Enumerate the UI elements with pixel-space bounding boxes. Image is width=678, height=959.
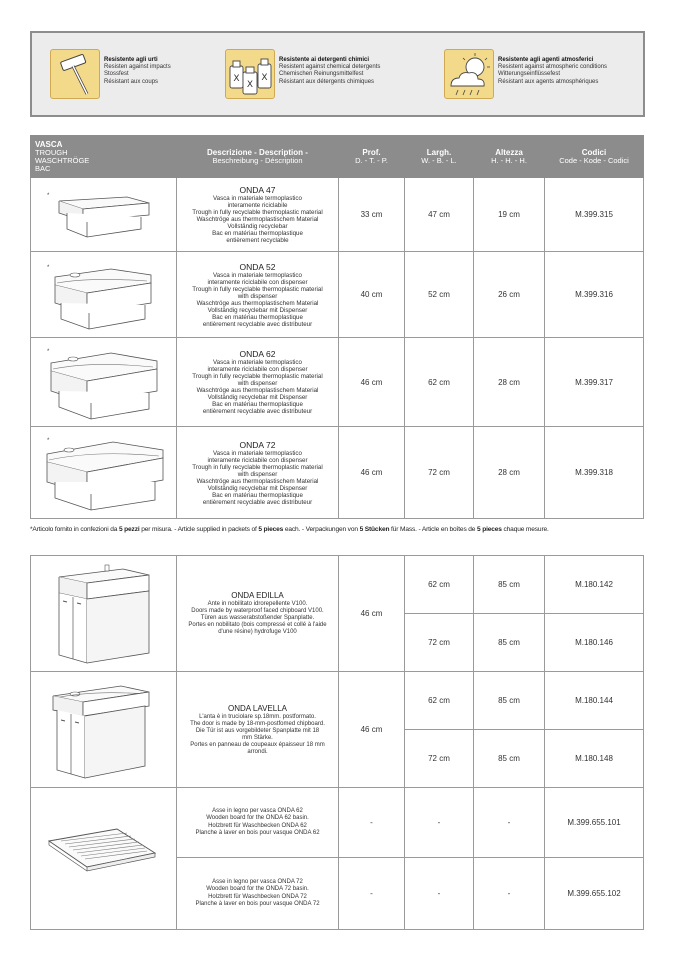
depth-value: -	[339, 858, 405, 930]
height-value: 28 cm	[474, 338, 545, 427]
product-code: M.399.315	[545, 178, 644, 252]
weather-icon	[444, 49, 494, 99]
product-description: ONDA 62 Vasca in materiale termoplastico interamente riciclabile con dispenser Trough in fully recyclable thermoplastic material with dispenser Waschtröge aus thermoplastischem Material Vollständig recyclebar mit Dispenser Bac en matériau thermoplastique entièrement recyclable avec distributeur	[177, 338, 339, 427]
table-row	[31, 556, 644, 614]
svg-text:*: *	[47, 348, 50, 355]
feature-title: Resistente agli urti	[104, 57, 158, 63]
header-product: VASCA TROUGH WASCHTRÖGE BAC	[31, 136, 177, 178]
height-value: 26 cm	[474, 252, 545, 338]
height-value: 85 cm	[474, 556, 545, 614]
product-name: ONDA 47	[239, 185, 276, 195]
depth-value: -	[339, 788, 405, 858]
width-value: 62 cm	[405, 556, 474, 614]
wooden-board-drawing	[31, 789, 177, 929]
height-value: 85 cm	[474, 672, 545, 730]
height-value: -	[474, 858, 545, 930]
table-row	[31, 788, 644, 858]
depth-value: 46 cm	[339, 672, 405, 788]
trough-drawing	[31, 339, 177, 426]
product-code: M.399.318	[545, 427, 644, 519]
product-code: M.180.148	[545, 730, 644, 788]
trough-table	[30, 135, 644, 519]
width-value: 52 cm	[405, 252, 474, 338]
svg-text:X: X	[261, 73, 268, 83]
table-row	[31, 178, 644, 252]
trough-drawing	[31, 179, 177, 251]
feature-line: Stossfest	[104, 71, 129, 78]
product-image	[31, 556, 177, 672]
trough-drawing	[31, 253, 177, 337]
depth-value: 46 cm	[339, 427, 405, 519]
header-height: Altezza H. - H. - H.	[474, 136, 545, 178]
product-description: ONDA 52 Vasca in materiale termoplastico interamente riciclabile con dispenser Trough in fully recyclable thermoplastic material with dispenser Waschtröge aus thermoplastischem Material Vollständig recyclebar mit Dispenser Bac en matériau thermoplastique entièrement recyclable avec distributeur	[177, 252, 339, 338]
header-width: Largh. W. - B. - L.	[405, 136, 474, 178]
cabinet-drawing	[31, 557, 177, 671]
feature-line: Résistant aux coups	[104, 78, 159, 85]
product-name: ONDA EDILLA	[231, 591, 284, 600]
depth-value: 33 cm	[339, 178, 405, 252]
depth-value: 40 cm	[339, 252, 405, 338]
feature-line: Resisten against impacts	[104, 64, 171, 71]
depth-value: 46 cm	[339, 556, 405, 672]
cabinet-drawing	[31, 676, 177, 784]
feature-line: Résistant aux agents atmosphériques	[498, 78, 599, 85]
feature-line: Resistent against chemical detergents	[279, 64, 381, 71]
svg-text:X: X	[233, 74, 240, 84]
trough-drawing	[31, 428, 177, 518]
product-name: ONDA 62	[239, 349, 276, 359]
svg-text:*: *	[47, 192, 50, 199]
product-code: M.180.144	[545, 672, 644, 730]
product-name: ONDA 72	[239, 439, 276, 450]
product-image	[31, 338, 177, 427]
height-value: 85 cm	[474, 614, 545, 672]
height-value: 28 cm	[474, 427, 545, 519]
feature-line: Witterungseinflüssefest	[498, 71, 561, 78]
feature-title: Resistente agli agenti atmosferici	[498, 57, 594, 63]
product-image	[31, 178, 177, 252]
feature-line: Résistant aux détergents chimiques	[279, 78, 375, 85]
cabinet-table	[30, 555, 644, 930]
product-description: Asse in legno per vasca ONDA 72 Wooden board for the ONDA 72 basin. Holzbrett für Waschbecken ONDA 72 Planche à laver en bois pour vasque ONDA 72	[177, 858, 339, 930]
hammer-icon	[50, 49, 100, 99]
table-row	[31, 252, 644, 338]
feature-line: Chemischen Reinungsmittelfest	[279, 71, 364, 78]
width-value: 72 cm	[405, 614, 474, 672]
svg-text:X: X	[246, 80, 254, 90]
product-description: ONDA 47 Vasca in materiale termoplastico interamente riciclabile Trough in fully recyclable thermoplastic material Waschtröge aus thermoplastischem Material Vollständig recyclebar Bac en matériau thermoplastique entièrement recyclable	[177, 178, 339, 252]
feature-line: Resistent against atmospheric conditions	[498, 64, 608, 71]
product-code: M.399.316	[545, 252, 644, 338]
product-code: M.399.655.102	[545, 858, 644, 930]
product-image	[31, 672, 177, 788]
table-row	[31, 672, 644, 730]
height-value: 19 cm	[474, 178, 545, 252]
svg-text:*: *	[47, 264, 50, 271]
product-image	[31, 788, 177, 930]
table-row	[31, 427, 644, 519]
product-image	[31, 252, 177, 338]
product-description: ONDA LAVELLA L'anta è in truciolare sp.18mm. postformato. The door is made by 18-mm-postfomed chipboard. Die Tür ist aus vorgebildeter Spanplatte mit 18 mm Stärke. Portes en panneau de coupeaux épaisseur 18 mm arrondi.	[177, 672, 339, 788]
width-value: 72 cm	[405, 427, 474, 519]
depth-value: 46 cm	[339, 338, 405, 427]
product-description: Asse in legno per vasca ONDA 62 Wooden board for the ONDA 62 basin. Holzbrett für Waschbecken ONDA 62 Planche à laver en bois pour vasque ONDA 62	[177, 788, 339, 858]
height-value: 85 cm	[474, 730, 545, 788]
product-name: ONDA LAVELLA	[228, 703, 287, 713]
features-box	[30, 31, 645, 117]
feature-title: Resistente ai detergenti chimici	[279, 57, 370, 63]
product-image	[31, 427, 177, 519]
table-header-row	[31, 136, 644, 178]
product-code: M.399.317	[545, 338, 644, 427]
width-value: 47 cm	[405, 178, 474, 252]
product-name: ONDA 52	[239, 261, 276, 272]
product-code: M.180.142	[545, 556, 644, 614]
product-description: ONDA 72 Vasca in materiale termoplastico interamente riciclabile con dispenser Trough in fully recyclable thermoplastic material with dispenser Waschtröge aus thermoplastischem Material Vollständig recyclebar mit Dispenser Bac en matériau thermoplastique entièrement recyclable avec distributeur	[177, 427, 339, 519]
width-value: 62 cm	[405, 672, 474, 730]
width-value: -	[405, 858, 474, 930]
width-value: 62 cm	[405, 338, 474, 427]
header-codes: Codici Code - Kode - Codici	[545, 136, 644, 178]
packaging-note: *Articolo fornito in confezioni da 5 pezzi per misura. - Article supplied in packets of 5 pieces each. - Verpackungen von 5 Stücken für Mass. - Article en boîtes de 5 pieces chaque mesure.	[30, 526, 549, 533]
product-code: M.399.655.101	[545, 788, 644, 858]
chemical-bottles-icon	[225, 49, 275, 99]
width-value: -	[405, 788, 474, 858]
width-value: 72 cm	[405, 730, 474, 788]
table-row	[31, 338, 644, 427]
height-value: -	[474, 788, 545, 858]
svg-text:*: *	[47, 437, 50, 444]
header-description: Descrizione - Description - Beschreibung - Déscription	[177, 136, 339, 178]
header-depth: Prof. D. - T. - P.	[339, 136, 405, 178]
product-description: ONDA EDILLA Ante in nobilitato idrorepellente V100. Doors made by waterproof faced chipboard V100. Türen aus wasserabstoßender Spanplatte. Portes en nobilitato (bois compressé et collé à l'aide d'une résine) hydrofuge V100	[177, 556, 339, 672]
product-code: M.180.146	[545, 614, 644, 672]
